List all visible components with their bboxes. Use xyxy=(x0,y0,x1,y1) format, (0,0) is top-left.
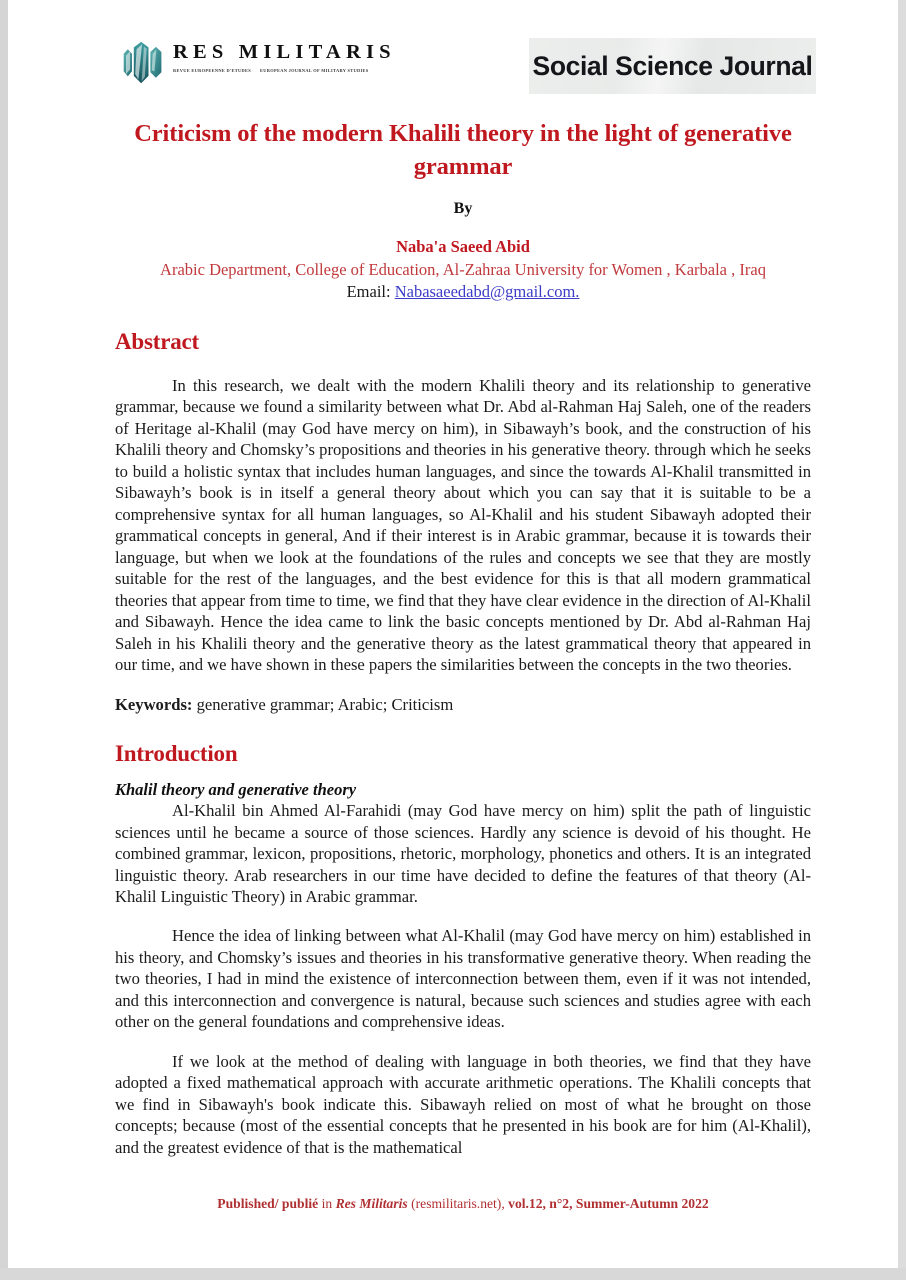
keywords-line xyxy=(115,694,811,715)
page-bottom-edge xyxy=(0,1268,906,1280)
logo-subtitle xyxy=(173,68,396,73)
journal-banner xyxy=(529,38,816,94)
author-email-link[interactable]: Nabasaeedabd@gmail.com. xyxy=(394,281,580,301)
footer-published-label: Published/ publié xyxy=(217,1196,319,1211)
author-name: Naba'a Saeed Abid xyxy=(396,237,530,257)
logo-wordmark: RES MILITARIS xyxy=(173,41,396,63)
author-affiliation: Arabic Department, College of Education, Al-Zahraa University for Women , Karbala , Iraq xyxy=(160,260,766,280)
introduction-paragraph-1: Al-Khalil bin Ahmed Al-Farahidi (may God have mercy on him) split the path of linguistic sciences until he became a source of those sciences. Hardly any science is devoid of his thought. He combined grammar, lexicon, propositions, rhetoric, morphology, phonetics and others. It is an integrated linguistic theory. Arab researchers in our time have decided to define the features of that theory (Al-Khalil Linguistic Theory) in Arabic grammar. xyxy=(115,801,811,906)
logo-subtitle-fr: REVUE EUROPEENNE D'ETUDES xyxy=(173,67,252,73)
logo-text-block xyxy=(173,38,396,73)
abstract-heading: Abstract xyxy=(115,328,199,354)
page-left-edge xyxy=(0,0,8,1280)
introduction-heading: Introduction xyxy=(115,741,238,767)
footer-volume: vol.12, n°2, Summer-Autumn 2022 xyxy=(508,1196,709,1211)
abstract-paragraph: In this research, we dealt with the modern Khalili theory and its relationship to generative grammar, because we found a similarity between what Dr. Abd al-Rahman Haj Saleh, one of the readers of Heritage al-Khalil (may God have mercy on him), in Sibawayh’s book, and the construction of his Khalili theory and Chomsky’s propositions and theories in his generative theory. through which he seeks to build a holistic syntax that includes human languages, and since the towards Al-Khalil transmitted in Sibawayh’s book is in itself a general theory about which you can say that it is suitable to be a comprehensive syntax for all human languages, so Al-Khalil and his student Sibawayh adopted their grammatical concepts in general, And if their interest is in Arabic grammar, because it is towards their language, but when we look at the foundations of the rules and concepts we see that they are mostly suitable for the rest of the languages, and the best evidence for this is that all modern grammatical theories that appear from time to time, we find that they have clear evidence in the direction of Al-Khalil and Sibawayh. Hence the idea came to link the basic concepts mentioned by Dr. Abd al-Rahman Haj Saleh in his Khalili theory and the generative theory as the latest grammatical theory that appeared in our time, and we have shown in these papers the similarities between the concepts in the two theories. xyxy=(115,375,811,675)
res-militaris-logo-icon xyxy=(120,40,166,86)
masthead xyxy=(113,0,813,110)
introduction-paragraph-3: If we look at the method of dealing with language in both theories, we find that they have adopted a fixed mathematical approach with accurate arithmetic operations. The Khalili concepts that we find in Sibawayh's book indicate this. Sibawayh relied on most of what he brought on those concepts; because (most of the essential concepts that he presented in his book are for him (Al-Khalil), and the greatest evidence of that is the mathematical xyxy=(115,1051,811,1157)
introduction-paragraph-2: Hence the idea of linking between what Al-Khalil (may God have mercy on him) established in his theory, and Chomsky’s issues and theories in his transformative generative theory. When reading the two theories, I had in mind the existence of interconnection between them, even if it was not intended, and this interconnection and convergence is natural, because such sciences and studies agree with each other on the general foundations and comprehensive ideas. xyxy=(115,926,811,1032)
keywords-values: generative grammar; Arabic; Criticism xyxy=(192,694,454,714)
res-militaris-logo xyxy=(120,38,396,86)
page-right-edge xyxy=(898,0,906,1280)
logo-subtitle-en: EUROPEAN JOURNAL OF MILITARY STUDIES xyxy=(260,67,369,73)
footer-in-word: in xyxy=(321,1196,333,1211)
page-title: Criticism of the modern Khalili theory in the light of generative grammar xyxy=(134,120,792,180)
introduction-subheading: Khalil theory and generative theory xyxy=(115,780,357,800)
footer-journal-name: Res Militaris xyxy=(335,1196,408,1211)
footer-site: (resmilitaris.net), xyxy=(411,1196,505,1211)
page-footer xyxy=(113,1196,813,1212)
author-email-line xyxy=(113,282,813,302)
email-label: Email: xyxy=(346,281,391,301)
journal-banner-title: Social Science Journal xyxy=(532,50,813,81)
keywords-label: Keywords: xyxy=(115,694,193,714)
document-page xyxy=(8,0,898,1268)
by-label: By xyxy=(453,200,473,218)
page-content xyxy=(113,0,813,1158)
